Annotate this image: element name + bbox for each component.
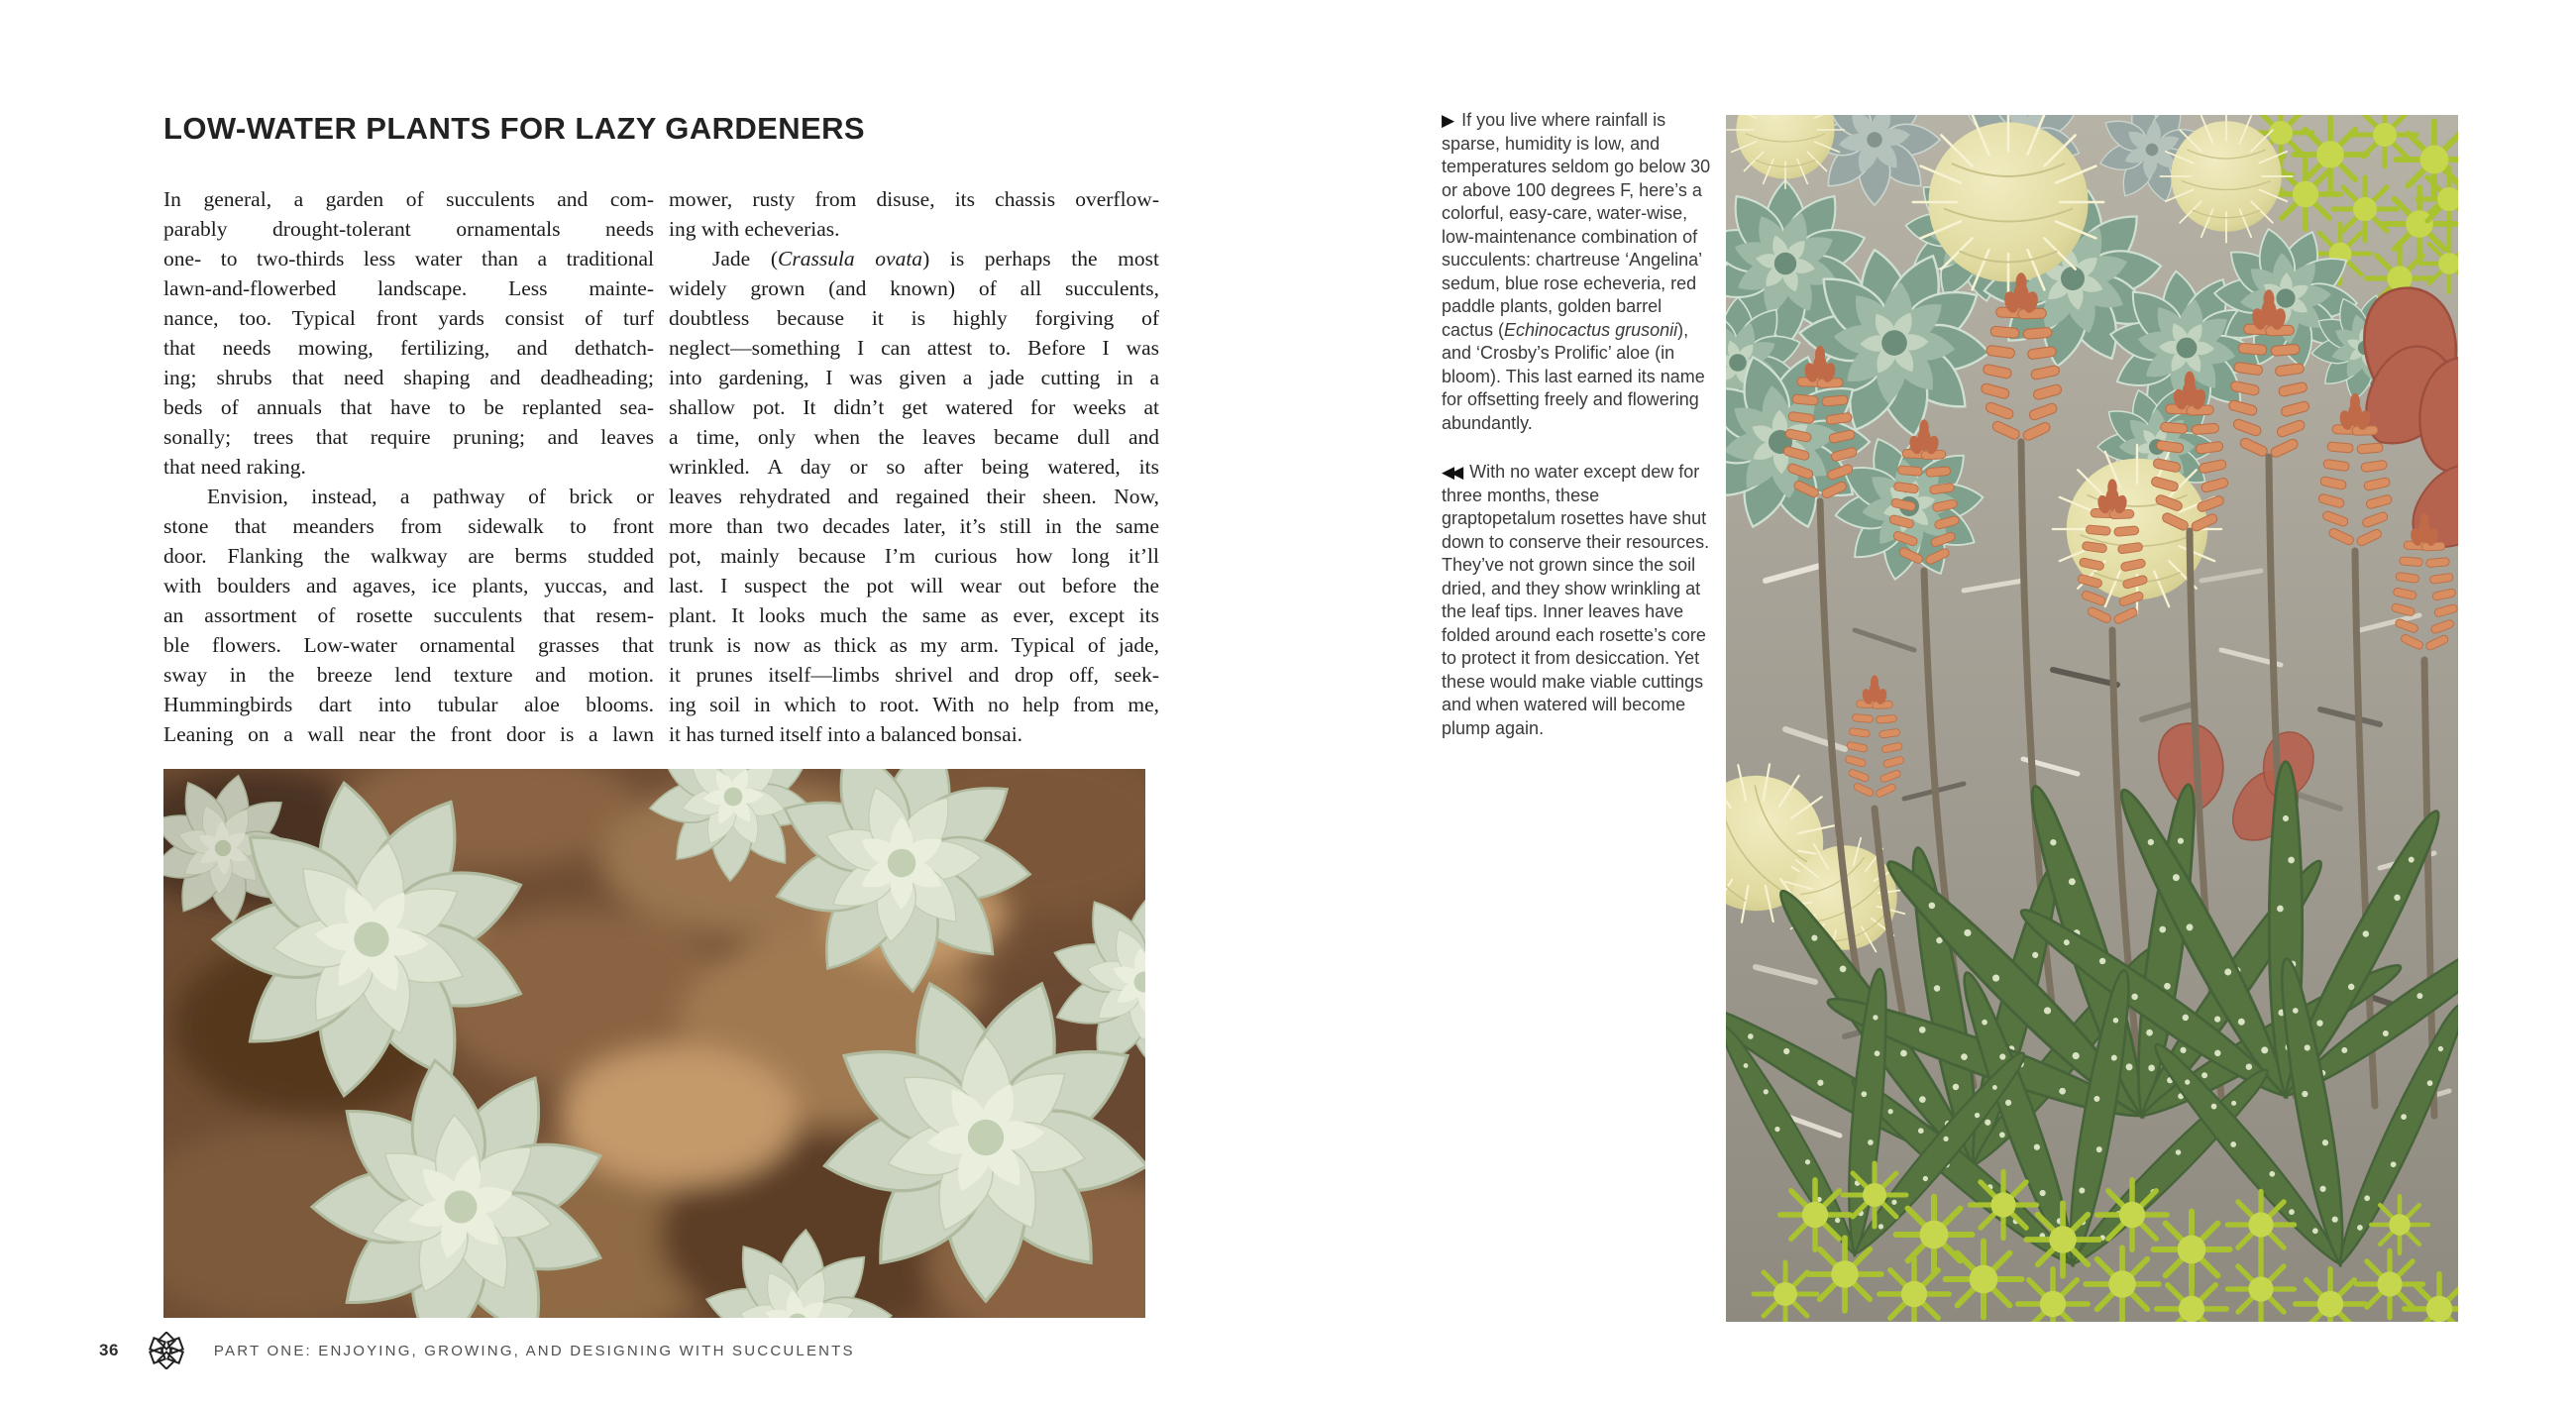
graptopetalum-photo	[163, 769, 1145, 1318]
footer-part-title: PART ONE: ENJOYING, GROWING, AND DESIGNING WITH SUCCULENTS	[213, 1342, 855, 1359]
text-line: ing; shrubs that need shaping and deadheading;	[163, 366, 654, 389]
text-line: Hummingbirds dart into tubular aloe blooms.	[163, 693, 654, 716]
text-line: it has turned itself into a balanced bonsai.	[669, 722, 1023, 746]
text-line: an assortment of rosette succulents that resem-	[163, 603, 654, 627]
text-line: neglect—something I can attest to. Before I was	[669, 336, 1159, 360]
caption-graptopetalum-text: With no water except dew for three months, these graptopetalum rosettes have shut down to conserve their resources. They’ve not grown since the soil dried, and they show wrinkling at the leaf tips. Inner leaves have folded around each rosette’s core to protect it from desiccation. Yet these would make viable cuttings and when watered will become plump again.	[1442, 462, 1710, 738]
caption-graptopetalum	[1442, 461, 1711, 740]
text-line: last. I suspect the pot will wear out before the	[669, 574, 1159, 597]
text-line: mower, rusty from disuse, its chassis overflow-	[669, 187, 1159, 211]
text-line: nance, too. Typical front yards consist of turf	[163, 306, 654, 330]
text-line: Envision, instead, a pathway of brick or	[207, 485, 654, 508]
arrow-right-icon: ▶	[1442, 111, 1455, 130]
text-line: with boulders and agaves, ice plants, yuccas, and	[163, 574, 654, 597]
text-line: ing soil in which to root. With no help from me,	[669, 693, 1159, 716]
text-line: more than two decades later, it’s still in the same	[669, 514, 1159, 538]
text-line: Jade (Crassula ovata) is perhaps the most	[712, 247, 1159, 271]
text-line: that need raking.	[163, 455, 306, 479]
text-line: sway in the breeze lend texture and motion.	[163, 663, 654, 687]
text-line: into gardening, I was given a jade cutting in a	[669, 366, 1159, 389]
arrows-left-icon: ◀◀	[1442, 463, 1460, 482]
page-footer	[99, 1330, 855, 1371]
caption-garden-text: If you live where rainfall is sparse, humidity is low, and temperatures seldom go below 30 or above 100 degrees F, here’s a colorful, easy-care, water-wise, low-maintenance combination of succulents: chartreuse ‘Angelina’ sedum, blue rose echeveria, red paddle plants, golden barrel cactus (Echinocactus grusonii), and ‘Crosby’s Prolific’ aloe (in bloom). This last earned its name for offsetting freely and flowering abundantly.	[1442, 110, 1711, 433]
text-line: ble flowers. Low-water ornamental grasses that	[163, 633, 654, 657]
text-line: beds of annuals that have to be replanted sea-	[163, 395, 654, 419]
caption-column	[1442, 109, 1711, 766]
body-column-1	[163, 184, 654, 749]
text-line: one- to two-thirds less water than a traditional	[163, 247, 654, 271]
caption-garden	[1442, 109, 1711, 435]
text-line: stone that meanders from sidewalk to front	[163, 514, 654, 538]
text-line: ing with echeverias.	[669, 217, 840, 241]
text-line: wrinkled. A day or so after being watered, its	[669, 455, 1159, 479]
text-line: shallow pot. It didn’t get watered for weeks at	[669, 395, 1159, 419]
article-body	[163, 184, 1159, 749]
text-line: leaves rehydrated and regained their sheen. Now,	[669, 485, 1159, 508]
text-line: plant. It looks much the same as ever, except its	[669, 603, 1159, 627]
text-line: sonally; trees that require pruning; and leaves	[163, 425, 654, 449]
text-line: door. Flanking the walkway are berms studded	[163, 544, 654, 568]
body-column-2	[669, 184, 1159, 749]
text-line: parably drought-tolerant ornamentals needs	[163, 217, 654, 241]
page-title: LOW-WATER PLANTS FOR LAZY GARDENERS	[163, 111, 865, 146]
text-line: doubtless because it is highly forgiving of	[669, 306, 1159, 330]
page-number: 36	[99, 1341, 119, 1359]
text-line: In general, a garden of succulents and com-	[163, 187, 654, 211]
text-line: it prunes itself—limbs shrivel and drop off, seek-	[669, 663, 1159, 687]
text-line: widely grown (and known) of all succulents,	[669, 276, 1159, 300]
text-line: pot, mainly because I’m curious how long it’ll	[669, 544, 1159, 568]
text-line: that needs mowing, fertilizing, and dethatch-	[163, 336, 654, 360]
text-line: a time, only when the leaves became dull and	[669, 425, 1159, 449]
rosette-ornament-icon	[145, 1332, 188, 1369]
text-line: Leaning on a wall near the front door is a lawn	[163, 722, 654, 746]
succulent-garden-photo	[1726, 115, 2458, 1322]
text-line: trunk is now as thick as my arm. Typical of jade,	[669, 633, 1159, 657]
text-line: lawn-and-flowerbed landscape. Less mainte-	[163, 276, 654, 300]
